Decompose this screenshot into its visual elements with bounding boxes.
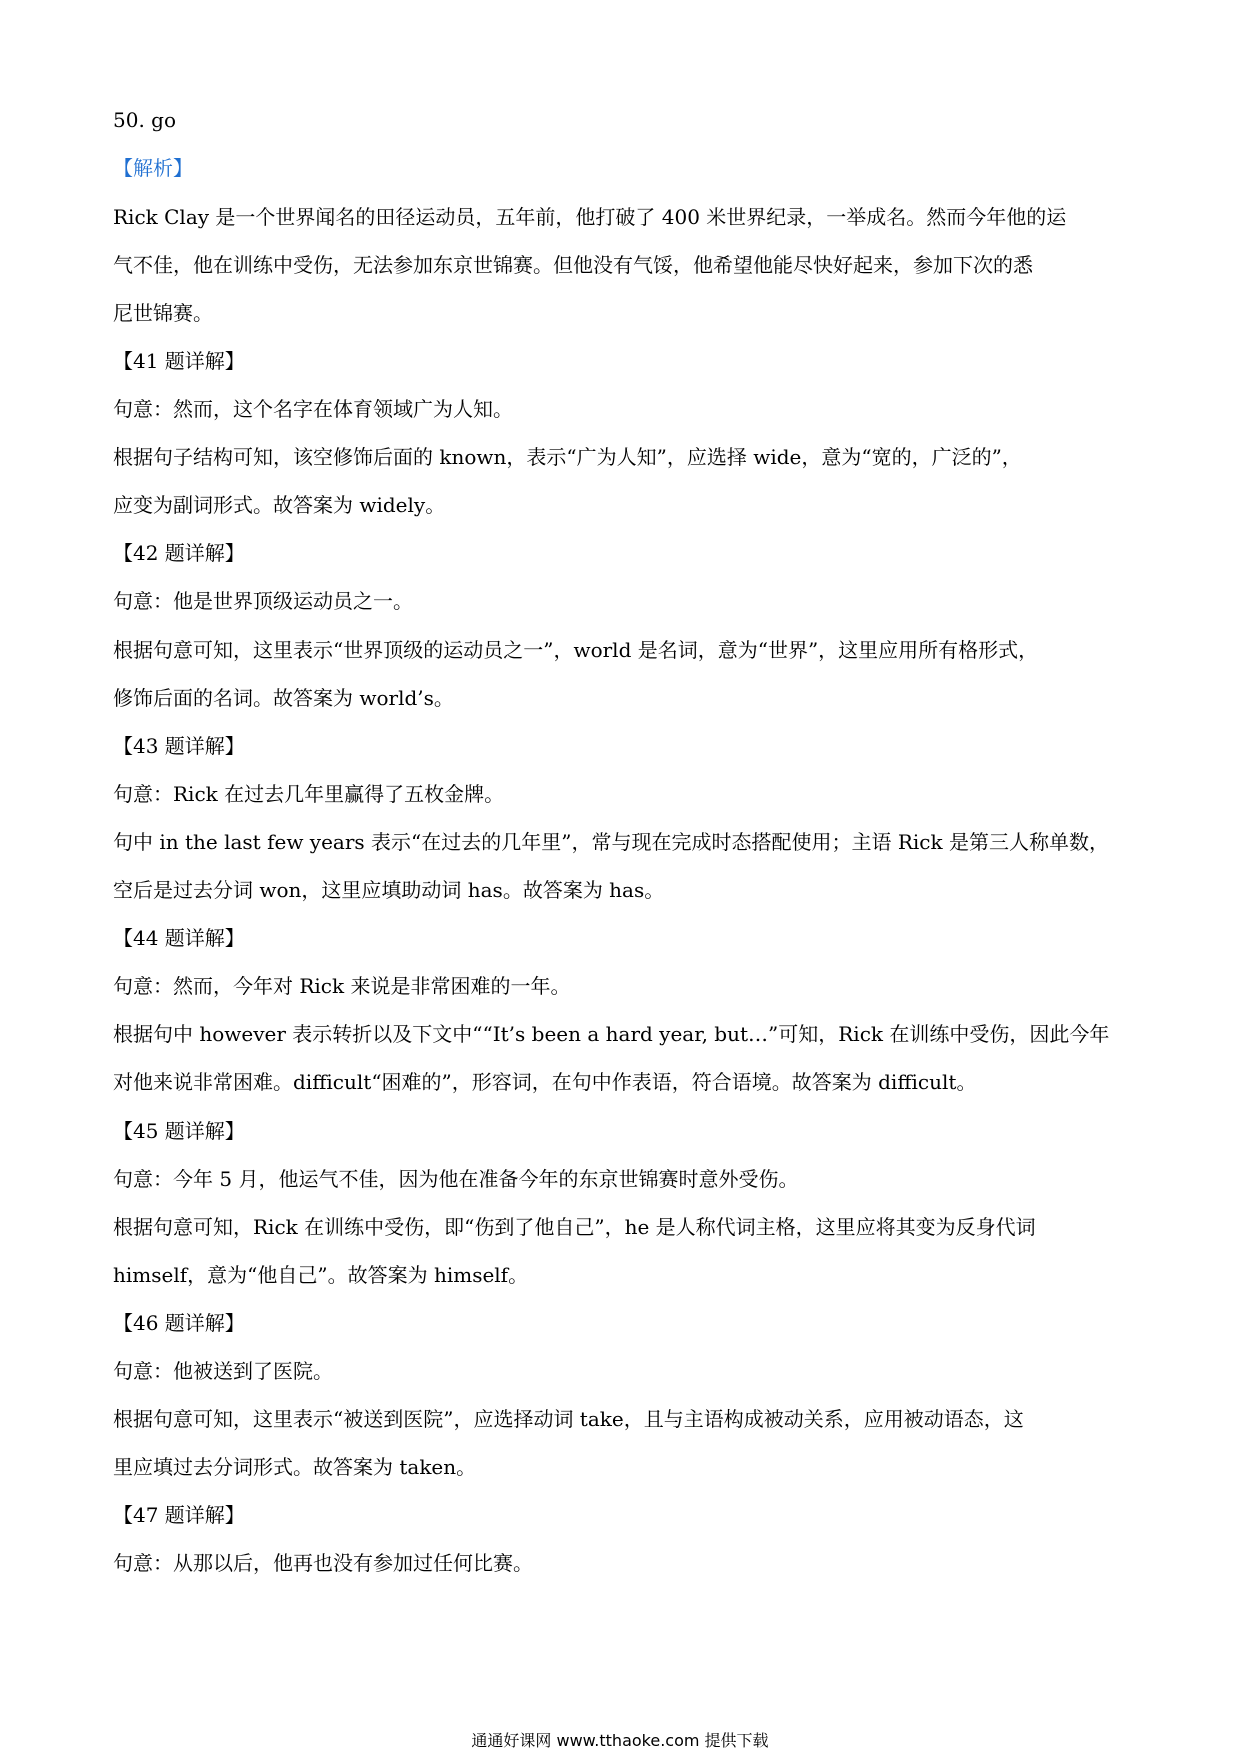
section-line: 修饰后面的名词。故答案为 world’s。 — [113, 686, 454, 710]
section-line: 句意：然而，今年对 Rick 来说是非常困难的一年。 — [113, 974, 571, 998]
section-line: 应变为副词形式。故答案为 widely。 — [113, 493, 446, 517]
section-line: 句意：然而，这个名字在体育领域广为人知。 — [113, 397, 513, 421]
section-line: 根据句意可知，这里表示“世界顶级的运动员之一”，world 是名词，意为“世界”，这里应用所有格形式， — [113, 638, 1039, 662]
summary-line: 气不佳，他在训练中受伤，无法参加东京世锦赛。但他没有气馁，他希望他能尽快好起来，参加下次的悉 — [113, 253, 1033, 277]
section-line: 根据句子结构可知，该空修饰后面的 known，表示“广为人知”，应选择 wide，意为“宽的，广泛的”， — [113, 445, 1022, 469]
section-line: 句意：Rick 在过去几年里赢得了五枚金牌。 — [113, 782, 505, 806]
section-line: 句意：从那以后，他再也没有参加过任何比赛。 — [113, 1551, 533, 1575]
section-heading-41: 【41 题详解】 — [113, 349, 245, 373]
section-heading-45: 【45 题详解】 — [113, 1119, 245, 1143]
section-heading-44: 【44 题详解】 — [113, 926, 245, 950]
section-heading-42: 【42 题详解】 — [113, 541, 245, 565]
section-heading-43: 【43 题详解】 — [113, 734, 245, 758]
summary-line: 尼世锦赛。 — [113, 301, 213, 325]
section-line: 里应填过去分词形式。故答案为 taken。 — [113, 1455, 477, 1479]
section-line: 空后是过去分词 won，这里应填助动词 has。故答案为 has。 — [113, 878, 665, 902]
section-line: 对他来说非常困难。difficult“困难的”，形容词，在句中作表语，符合语境。故答案为 difficult。 — [113, 1070, 977, 1094]
section-line: 句意：他被送到了医院。 — [113, 1359, 333, 1383]
section-line: himself，意为“他自己”。故答案为 himself。 — [113, 1263, 529, 1287]
section-heading-47: 【47 题详解】 — [113, 1503, 245, 1527]
section-line: 句意：他是世界顶级运动员之一。 — [113, 589, 413, 613]
answer-line: 50. go — [113, 108, 177, 132]
summary-line: Rick Clay 是一个世界闻名的田径运动员，五年前，他打破了 400 米世界纪录，一举成名。然而今年他的运 — [113, 205, 1067, 229]
analysis-tag: 【解析】 — [113, 156, 193, 180]
section-line: 根据句意可知，这里表示“被送到医院”，应选择动词 take，且与主语构成被动关系，应用被动语态，这 — [113, 1407, 1024, 1431]
section-line: 根据句意可知，Rick 在训练中受伤，即“伤到了他自己”，he 是人称代词主格，这里应将其变为反身代词 — [113, 1215, 1036, 1239]
section-line: 句中 in the last few years 表示“在过去的几年里”，常与现在完成时态搭配使用；主语 Rick 是第三人称单数， — [113, 830, 1109, 854]
section-line: 根据句中 however 表示转折以及下文中““It’s been a hard year, but…”可知，Rick 在训练中受伤，因此今年 — [113, 1022, 1110, 1046]
footer-source: 通通好课网 www.tthaoke.com 提供下载 — [471, 1731, 769, 1750]
section-heading-46: 【46 题详解】 — [113, 1311, 245, 1335]
section-line: 句意：今年 5 月，他运气不佳，因为他在准备今年的东京世锦赛时意外受伤。 — [113, 1167, 799, 1191]
